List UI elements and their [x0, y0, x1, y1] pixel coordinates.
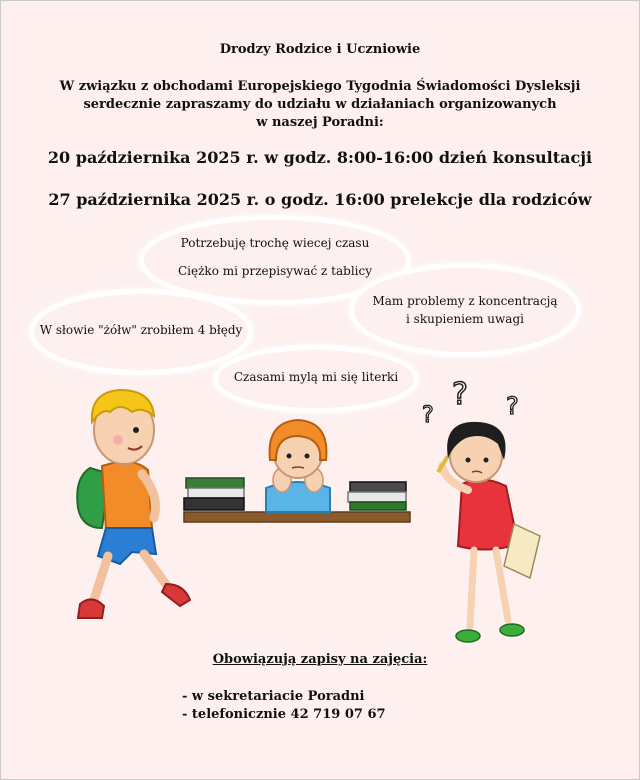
intro-text — [20, 78, 620, 132]
registration-list — [182, 688, 386, 724]
girl-with-books-illustration — [184, 414, 412, 526]
greeting-heading: Drodzy Rodzice i Uczniowie — [219, 42, 421, 57]
bubble-text: Ciężko mi przepisywać z tablicy — [177, 264, 372, 278]
question-mark-icon: ? — [506, 392, 519, 420]
bubble-concentration — [352, 266, 578, 354]
intro-line: w naszej Poradni: — [256, 115, 384, 130]
event-consultations: 20 października 2025 r. w godz. 8:00-16:00 dzień konsultacji — [47, 148, 593, 167]
intro-line: serdecznie zapraszamy do udziału w działaniach organizowanych — [83, 97, 557, 112]
registration-heading: Obowiązują zapisy na zajęcia: — [212, 652, 428, 667]
confused-girl-illustration — [418, 374, 548, 652]
registration-item: - w sekretariacie Poradni — [182, 689, 365, 704]
bubble-text: W słowie "żółw" zrobiłem 4 błędy — [39, 323, 243, 337]
bubble-letters — [216, 348, 416, 410]
bubble-text: Czasami mylą mi się literki — [233, 370, 399, 384]
registration-item: - telefonicznie 42 719 07 67 — [182, 707, 386, 722]
bubble-text: Mam problemy z koncentracją — [372, 294, 558, 308]
bubble-text: i skupieniem uwagi — [406, 312, 524, 326]
bubble-text: Potrzebuję trochę wiecej czasu — [180, 236, 370, 250]
bubble-spelling — [32, 292, 250, 372]
question-mark-icon: ? — [452, 377, 468, 412]
question-mark-icon: ? — [422, 403, 434, 428]
intro-line: W związku z obchodami Europejskiego Tygodnia Świadomości Dysleksji — [59, 79, 581, 94]
event-lectures: 27 października 2025 r. o godz. 16:00 prelekcje dla rodziców — [48, 190, 592, 209]
